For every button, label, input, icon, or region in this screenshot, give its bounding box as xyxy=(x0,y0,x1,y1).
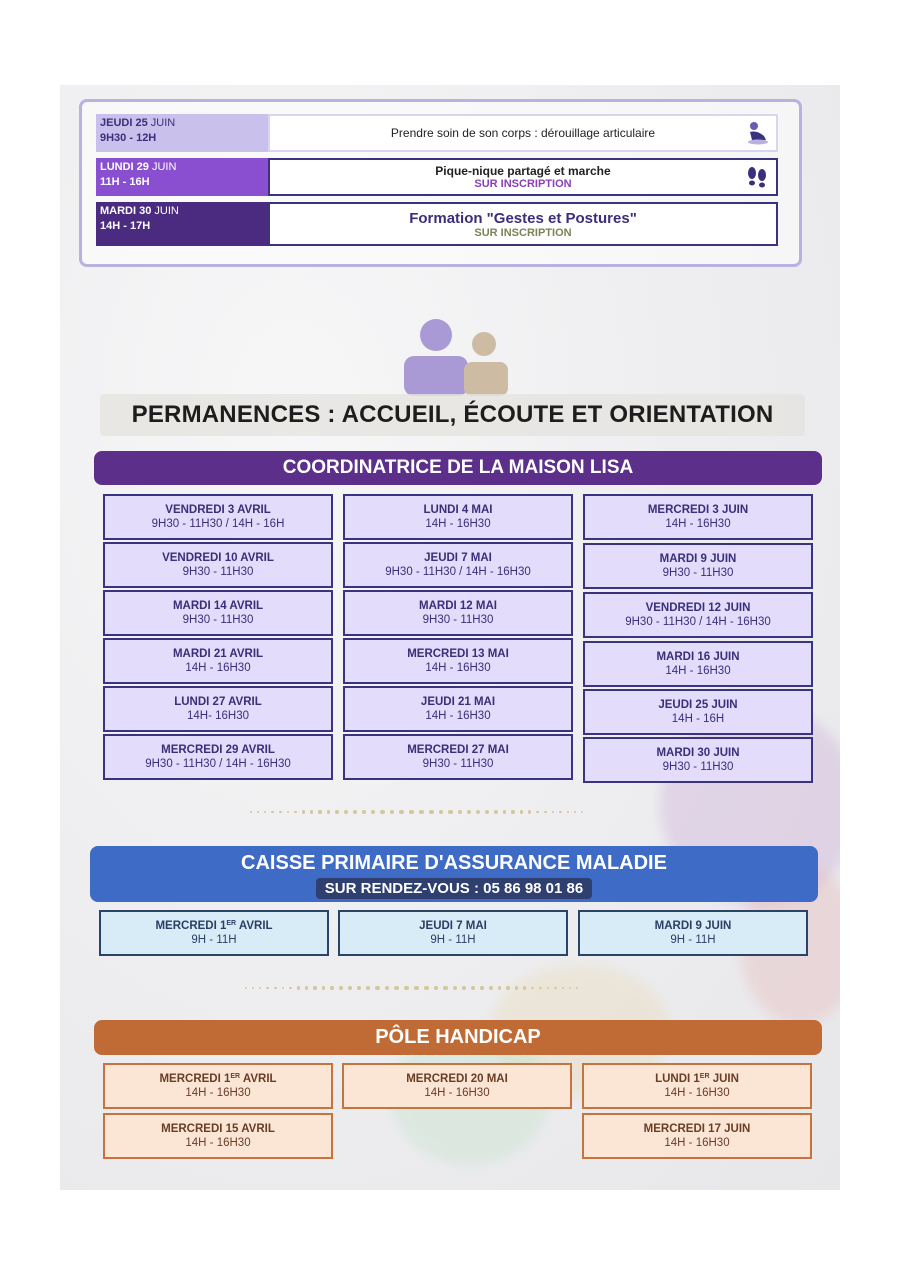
separator-dot xyxy=(503,810,507,814)
separator-dot xyxy=(443,986,447,990)
event-date: MARDI 30 JUIN 14H - 17H xyxy=(96,202,268,246)
separator-dot xyxy=(335,810,339,814)
footprints-icon xyxy=(744,164,770,190)
schedule-slot: JEUDI 21 MAI 14H - 16H30 xyxy=(343,686,573,732)
schedule-slot: JEUDI 7 MAI 9H30 - 11H30 / 14H - 16H30 xyxy=(343,542,573,588)
separator-dot xyxy=(462,986,466,990)
separator-dot xyxy=(581,811,583,813)
separator-dot xyxy=(305,986,308,989)
schedule-slot: MERCREDI 20 MAI 14H - 16H30 xyxy=(342,1063,572,1109)
separator-dot xyxy=(313,986,316,989)
separator-dot xyxy=(539,987,542,990)
schedule-slot: MARDI 16 JUIN 14H - 16H30 xyxy=(583,641,813,687)
separator-dot xyxy=(448,810,452,814)
separator-dot xyxy=(511,810,514,813)
schedule-slot: MARDI 30 JUIN 9H30 - 11H30 xyxy=(583,737,813,783)
event-row xyxy=(96,114,778,152)
event-date: LUNDI 29 JUIN 11H - 16H xyxy=(96,158,268,196)
separator-dot xyxy=(274,987,277,990)
event-row xyxy=(96,158,778,196)
schedule-slot: LUNDI 4 MAI 14H - 16H30 xyxy=(343,494,573,540)
event-subtitle: SUR INSCRIPTION xyxy=(474,226,572,239)
separator-dot xyxy=(489,986,493,990)
separator-dot xyxy=(245,987,247,989)
page-title: PERMANENCES : ACCUEIL, ÉCOUTE ET ORIENTATION xyxy=(100,394,805,436)
separator-dot xyxy=(322,986,326,990)
separator-dot xyxy=(574,811,576,813)
separator-dot xyxy=(362,810,366,814)
separator-dot xyxy=(344,810,348,814)
separator-dot xyxy=(562,987,564,989)
separator-dot xyxy=(569,987,571,989)
separator-dot xyxy=(279,811,282,814)
separator-dot xyxy=(536,811,539,814)
dotted-separator xyxy=(245,984,578,992)
dotted-separator xyxy=(250,808,583,816)
separator-dot xyxy=(371,810,375,814)
separator-dot xyxy=(547,987,550,990)
schedule-slot: VENDREDI 10 AVRIL 9H30 - 11H30 xyxy=(103,542,333,588)
separator-dot xyxy=(523,986,526,989)
separator-dot xyxy=(330,986,334,990)
separator-dot xyxy=(394,986,399,991)
schedule-slot: MARDI 12 MAI 9H30 - 11H30 xyxy=(343,590,573,636)
event-body xyxy=(268,114,778,152)
schedule-slot: VENDREDI 12 JUIN 9H30 - 11H30 / 14H - 16H30 xyxy=(583,592,813,638)
separator-dot xyxy=(515,986,518,989)
separator-dot xyxy=(419,810,424,815)
people-icon xyxy=(400,318,512,396)
separator-dot xyxy=(390,810,395,815)
separator-dot xyxy=(289,987,292,990)
separator-dot xyxy=(434,986,439,991)
separator-dot xyxy=(576,987,578,989)
schedule-slot: JEUDI 7 MAI 9H - 11H xyxy=(338,910,568,956)
separator-dot xyxy=(567,811,569,813)
section-banner-coordinatrice: COORDINATRICE DE LA MAISON LISA xyxy=(94,451,822,485)
separator-dot xyxy=(310,810,313,813)
event-title: Prendre soin de son corps : dérouillage articulaire xyxy=(390,126,656,140)
separator-dot xyxy=(554,987,556,989)
separator-dot xyxy=(271,811,273,813)
event-subtitle: SUR INSCRIPTION xyxy=(474,178,572,190)
separator-dot xyxy=(380,810,384,814)
event-title: Formation "Gestes et Postures" xyxy=(409,209,637,227)
separator-dot xyxy=(302,810,305,813)
separator-dot xyxy=(424,986,429,991)
separator-dot xyxy=(318,810,321,813)
schedule-slot: MERCREDI 1ER AVRIL 14H - 16H30 xyxy=(103,1063,333,1109)
separator-dot xyxy=(257,811,259,813)
separator-dot xyxy=(498,986,502,990)
separator-dot xyxy=(552,811,555,814)
separator-dot xyxy=(528,810,531,813)
schedule-slot: MERCREDI 27 MAI 9H30 - 11H30 xyxy=(343,734,573,780)
event-row xyxy=(96,202,778,246)
separator-dot xyxy=(471,986,475,990)
separator-dot xyxy=(357,986,361,990)
schedule-slot: LUNDI 27 AVRIL 14H- 16H30 xyxy=(103,686,333,732)
separator-dot xyxy=(294,811,297,814)
schedule-slot: VENDREDI 3 AVRIL 9H30 - 11H30 / 14H - 16H xyxy=(103,494,333,540)
separator-dot xyxy=(259,987,261,989)
schedule-slot: JEUDI 25 JUIN 14H - 16H xyxy=(583,689,813,735)
separator-dot xyxy=(467,810,471,814)
schedule-slot: MERCREDI 13 MAI 14H - 16H30 xyxy=(343,638,573,684)
separator-dot xyxy=(480,986,484,990)
events-box xyxy=(79,99,802,267)
separator-dot xyxy=(287,811,290,814)
separator-dot xyxy=(531,987,534,990)
separator-dot xyxy=(429,810,434,815)
separator-dot xyxy=(264,811,266,813)
separator-dot xyxy=(544,811,547,814)
stretching-person-icon xyxy=(744,120,770,146)
separator-dot xyxy=(414,986,419,991)
separator-dot xyxy=(366,986,370,990)
separator-dot xyxy=(266,987,268,989)
schedule-slot: MERCREDI 15 AVRIL 14H - 16H30 xyxy=(103,1113,333,1159)
schedule-slot: MERCREDI 17 JUIN 14H - 16H30 xyxy=(582,1113,812,1159)
separator-dot xyxy=(250,811,252,813)
schedule-slot: MARDI 9 JUIN 9H - 11H xyxy=(578,910,808,956)
schedule-slot: MERCREDI 1ER AVRIL 9H - 11H xyxy=(99,910,329,956)
cpam-phone: SUR RENDEZ-VOUS : 05 86 98 01 86 xyxy=(316,878,592,899)
separator-dot xyxy=(327,810,331,814)
separator-dot xyxy=(494,810,498,814)
separator-dot xyxy=(404,986,409,991)
separator-dot xyxy=(506,986,509,989)
separator-dot xyxy=(353,810,357,814)
schedule-slot: MARDI 9 JUIN 9H30 - 11H30 xyxy=(583,543,813,589)
separator-dot xyxy=(297,986,300,989)
separator-dot xyxy=(453,986,457,990)
separator-dot xyxy=(439,810,444,815)
separator-dot xyxy=(409,810,414,815)
separator-dot xyxy=(348,986,352,990)
event-title: Pique-nique partagé et marche xyxy=(435,164,611,178)
separator-dot xyxy=(385,986,390,991)
separator-dot xyxy=(375,986,379,990)
section-banner-cpam xyxy=(90,846,818,902)
schedule-slot: MARDI 14 AVRIL 9H30 - 11H30 xyxy=(103,590,333,636)
section-banner-handicap: PÔLE HANDICAP xyxy=(94,1020,822,1055)
schedule-slot: MARDI 21 AVRIL 14H - 16H30 xyxy=(103,638,333,684)
separator-dot xyxy=(476,810,480,814)
separator-dot xyxy=(559,811,561,813)
schedule-slot: MERCREDI 3 JUIN 14H - 16H30 xyxy=(583,494,813,540)
separator-dot xyxy=(399,810,404,815)
event-date: JEUDI 25 JUIN 9H30 - 12H xyxy=(96,114,268,152)
schedule-slot: LUNDI 1ER JUIN 14H - 16H30 xyxy=(582,1063,812,1109)
separator-dot xyxy=(520,810,523,813)
separator-dot xyxy=(252,987,254,989)
event-body xyxy=(268,202,778,246)
separator-dot xyxy=(339,986,343,990)
separator-dot xyxy=(282,987,285,990)
separator-dot xyxy=(458,810,462,814)
schedule-slot: MERCREDI 29 AVRIL 9H30 - 11H30 / 14H - 16H30 xyxy=(103,734,333,780)
cpam-title: CAISSE PRIMAIRE D'ASSURANCE MALADIE xyxy=(241,852,667,874)
separator-dot xyxy=(485,810,489,814)
event-body xyxy=(268,158,778,196)
